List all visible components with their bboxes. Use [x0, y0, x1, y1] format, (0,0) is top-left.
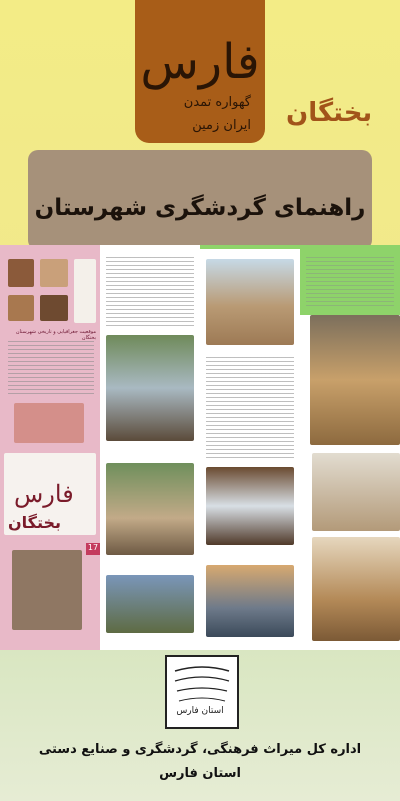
photo-landscape — [14, 403, 84, 443]
brochure-panel-3 — [200, 245, 300, 650]
photo-valley — [106, 575, 194, 633]
accent-strip — [200, 245, 300, 249]
photo-artifact — [8, 295, 34, 321]
photo-monument — [206, 259, 294, 345]
text-block — [106, 257, 194, 329]
photo-gazelle — [310, 315, 400, 445]
brochure-panel-cover — [0, 245, 100, 650]
logo-badge — [135, 0, 265, 143]
panel-heading: موقعیت جغرافیایی و تاریخی شهرستان بختگان — [15, 329, 96, 341]
logo-tagline-2: ایران زمین — [192, 118, 251, 133]
cover-logo: فارس — [14, 480, 74, 508]
photo-pool — [106, 463, 194, 555]
page-number: 17 — [86, 543, 100, 555]
text-block — [206, 357, 294, 461]
photo-ram — [312, 537, 400, 641]
photo-bird — [312, 453, 400, 531]
emblem-icon — [167, 657, 237, 727]
cover-city: بختگان — [8, 513, 62, 532]
text-block — [306, 257, 394, 309]
photo-artifact — [8, 259, 34, 287]
page-title: راهنمای گردشگری شهرستان — [34, 195, 366, 221]
photo-artifact — [40, 295, 68, 321]
photo-artifact — [40, 259, 68, 287]
emblem-logo — [165, 655, 239, 729]
text-block — [8, 341, 94, 397]
brochure-panel-4 — [300, 245, 400, 650]
photo-lake — [206, 565, 294, 637]
photo-building — [12, 550, 82, 630]
logo-script: فارس — [140, 34, 260, 90]
emblem-label: استان فارس — [176, 706, 224, 716]
city-name: بختگان — [286, 98, 373, 128]
org-name-line-2: استان فارس — [159, 766, 241, 781]
photo-document — [74, 259, 96, 323]
photo-waterfall-2 — [206, 467, 294, 545]
brochure-spread — [0, 245, 400, 650]
photo-waterfall — [106, 335, 194, 441]
logo-tagline-1: گهواره تمدن — [183, 95, 251, 110]
org-name-line-1: اداره کل میراث فرهنگی، گردشگری و صنایع دستی — [38, 742, 362, 757]
brochure-panel-2 — [100, 245, 200, 650]
